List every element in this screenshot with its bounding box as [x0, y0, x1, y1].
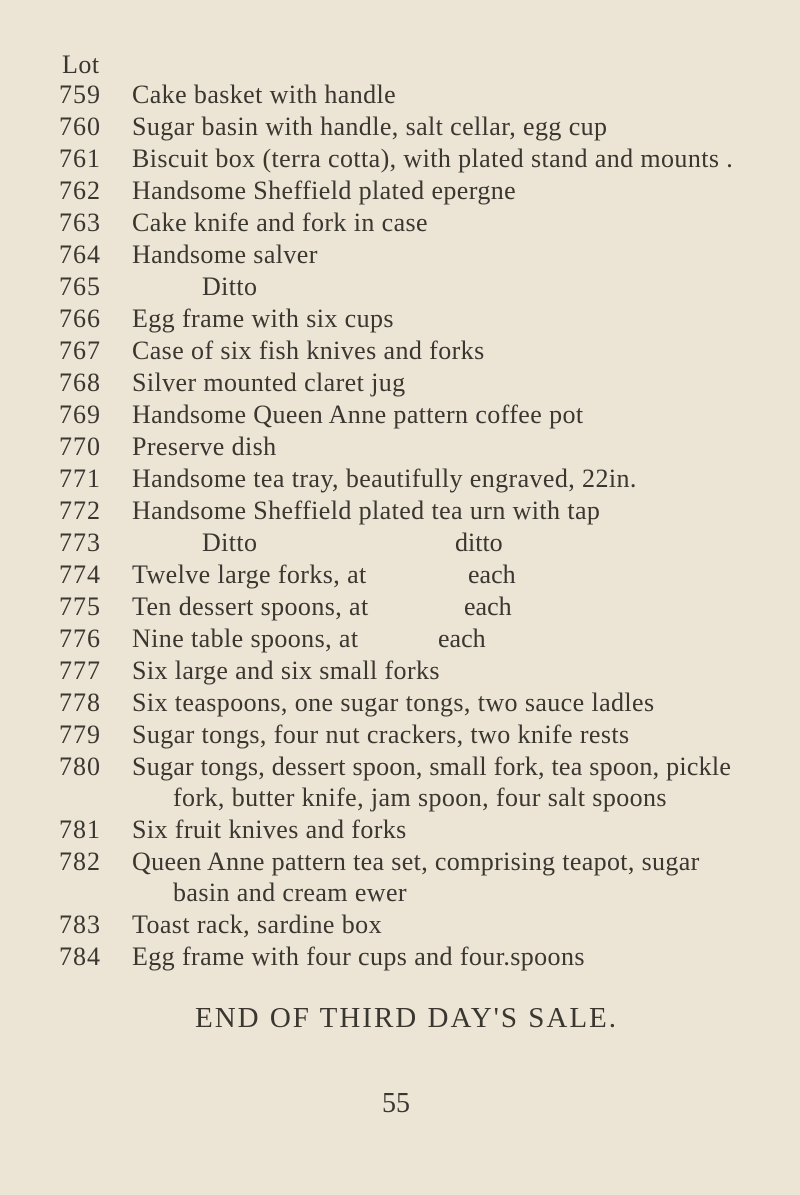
lot-price-note: each — [464, 592, 512, 621]
lot-number: 781 — [59, 815, 101, 844]
page-number: 55 — [382, 1088, 410, 1119]
lot-description: Ditto — [202, 272, 258, 301]
lot-number: 767 — [59, 336, 101, 365]
lot-description: Nine table spoons, at — [132, 624, 359, 653]
lot-description: Six large and six small forks — [132, 656, 440, 685]
lot-number: 773 — [59, 528, 101, 557]
lot-number: 762 — [59, 176, 101, 205]
lot-number: 776 — [59, 624, 101, 653]
lot-number: 759 — [59, 80, 101, 109]
lot-row — [0, 940, 800, 980]
lot-number: 772 — [59, 496, 101, 525]
lot-number: 774 — [59, 560, 101, 589]
end-of-sale-heading: END OF THIRD DAY'S SALE. — [195, 1002, 619, 1034]
lot-description: Handsome salver — [132, 240, 318, 269]
lot-price-note: each — [438, 624, 486, 653]
lot-number: 760 — [59, 112, 101, 141]
lot-price-note: ditto — [455, 528, 503, 557]
lot-description: Egg frame with four cups and four.spoons — [132, 942, 585, 971]
lot-description: Handsome Queen Anne pattern coffee pot — [132, 400, 584, 429]
lot-description: Cake knife and fork in case — [132, 208, 428, 237]
lot-description: Sugar basin with handle, salt cellar, egg cup — [132, 112, 608, 141]
lot-price-note: each — [468, 560, 516, 589]
lot-description: Sugar tongs, four nut crackers, two knife rests — [132, 720, 630, 749]
lot-description: Six fruit knives and forks — [132, 815, 407, 844]
lot-description: Six teaspoons, one sugar tongs, two sauce ladles — [132, 688, 655, 717]
lot-number: 765 — [59, 272, 101, 301]
lot-number: 782 — [59, 847, 101, 876]
lot-number: 780 — [59, 752, 101, 781]
lot-number: 761 — [59, 144, 101, 173]
lot-number: 768 — [59, 368, 101, 397]
lot-description: Preserve dish — [132, 432, 277, 461]
lot-number: 769 — [59, 400, 101, 429]
lot-description: Sugar tongs, dessert spoon, small fork, tea spoon, pickle — [132, 752, 732, 781]
lot-column-heading: Lot — [62, 50, 100, 79]
lot-description: Egg frame with six cups — [132, 304, 394, 333]
lot-description: Handsome Sheffield plated tea urn with tap — [132, 496, 601, 525]
lot-description: Queen Anne pattern tea set, comprising teapot, sugar — [132, 847, 700, 876]
lot-number: 771 — [59, 464, 101, 493]
lot-number: 766 — [59, 304, 101, 333]
lot-number: 779 — [59, 720, 101, 749]
lot-description: Toast rack, sardine box — [132, 910, 382, 939]
lot-description: Silver mounted claret jug — [132, 368, 406, 397]
lot-number: 777 — [59, 656, 101, 685]
lot-description: Biscuit box (terra cotta), with plated stand and mounts . — [132, 144, 734, 173]
lot-description: Cake basket with handle — [132, 80, 397, 109]
lot-number: 783 — [59, 910, 101, 939]
lot-description: Ten dessert spoons, at — [132, 592, 369, 621]
lot-description-continued: basin and cream ewer — [173, 878, 407, 907]
lot-description: Twelve large forks, at — [132, 560, 367, 589]
lot-number: 763 — [59, 208, 101, 237]
lot-description-continued: fork, butter knife, jam spoon, four salt spoons — [173, 783, 667, 812]
lot-description: Handsome tea tray, beautifully engraved, 22in. — [132, 464, 637, 493]
lot-number: 778 — [59, 688, 101, 717]
lot-number: 770 — [59, 432, 101, 461]
lot-number: 775 — [59, 592, 101, 621]
lot-number: 784 — [59, 942, 101, 971]
lot-description: Case of six fish knives and forks — [132, 336, 485, 365]
lot-description: Handsome Sheffield plated epergne — [132, 176, 517, 205]
lot-number: 764 — [59, 240, 101, 269]
lot-description: Ditto — [202, 528, 258, 557]
